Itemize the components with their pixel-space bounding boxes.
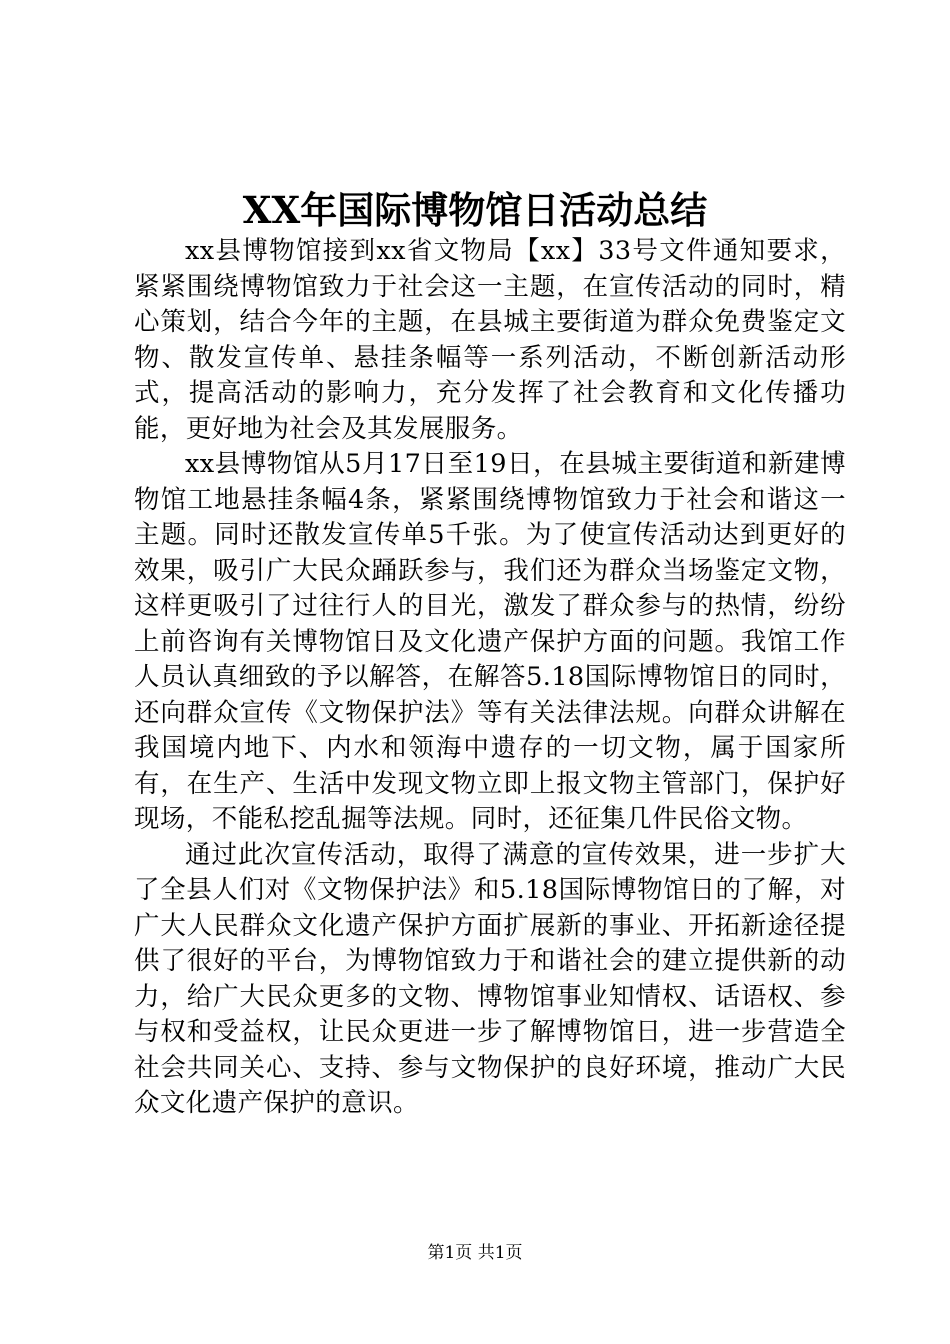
document-body: [134, 234, 846, 1122]
page-title: XX年国际博物馆日活动总结: [242, 188, 708, 232]
paragraph-2: xx县博物馆从5月17日至19日，在县城主要街道和新建博物馆工地悬挂条幅4条，紧紧围绕博物馆致力于社会和谐这一主题。同时还散发宣传单5千张。为了使宣传活动达到更好的效果，吸引广大民众踊跃参与，我们还为群众当场鉴定文物，这样更吸引了过往行人的目光，激发了群众参与的热情，纷纷上前咨询有关博物馆日及文化遗产保护方面的问题。我馆工作人员认真细致的予以解答，在解答5.18国际博物馆日的同时，还向群众宣传《文物保护法》等有关法律法规。向群众讲解在我国境内地下、内水和领海中遗存的一切文物，属于国家所有，在生产、生活中发现文物立即上报文物主管部门，保护好现场，不能私挖乱掘等法规。同时，还征集几件民俗文物。: [134, 449, 846, 834]
page-footer: 第1页 共1页: [427, 1243, 523, 1263]
paragraph-1: xx县博物馆接到xx省文物局【xx】33号文件通知要求，紧紧围绕博物馆致力于社会这一主题，在宣传活动的同时，精心策划，结合今年的主题，在县城主要街道为群众免费鉴定文物、散发宣传单、悬挂条幅等一系列活动，不断创新活动形式，提高活动的影响力，充分发挥了社会教育和文化传播功能，更好地为社会及其发展服务。: [134, 236, 846, 444]
paragraph-3: 通过此次宣传活动，取得了满意的宣传效果，进一步扩大了全县人们对《文物保护法》和5.18国际博物馆日的了解，对广大人民群众文化遗产保护方面扩展新的事业、开拓新途径提供了很好的平台，为博物馆致力于和谐社会的建立提供新的动力，给广大民众更多的文物、博物馆事业知情权、话语权、参与权和受益权，让民众更进一步了解博物馆日，进一步营造全社会共同关心、支持、参与文物保护的良好环境，推动广大民众文化遗产保护的意识。: [134, 839, 846, 1118]
